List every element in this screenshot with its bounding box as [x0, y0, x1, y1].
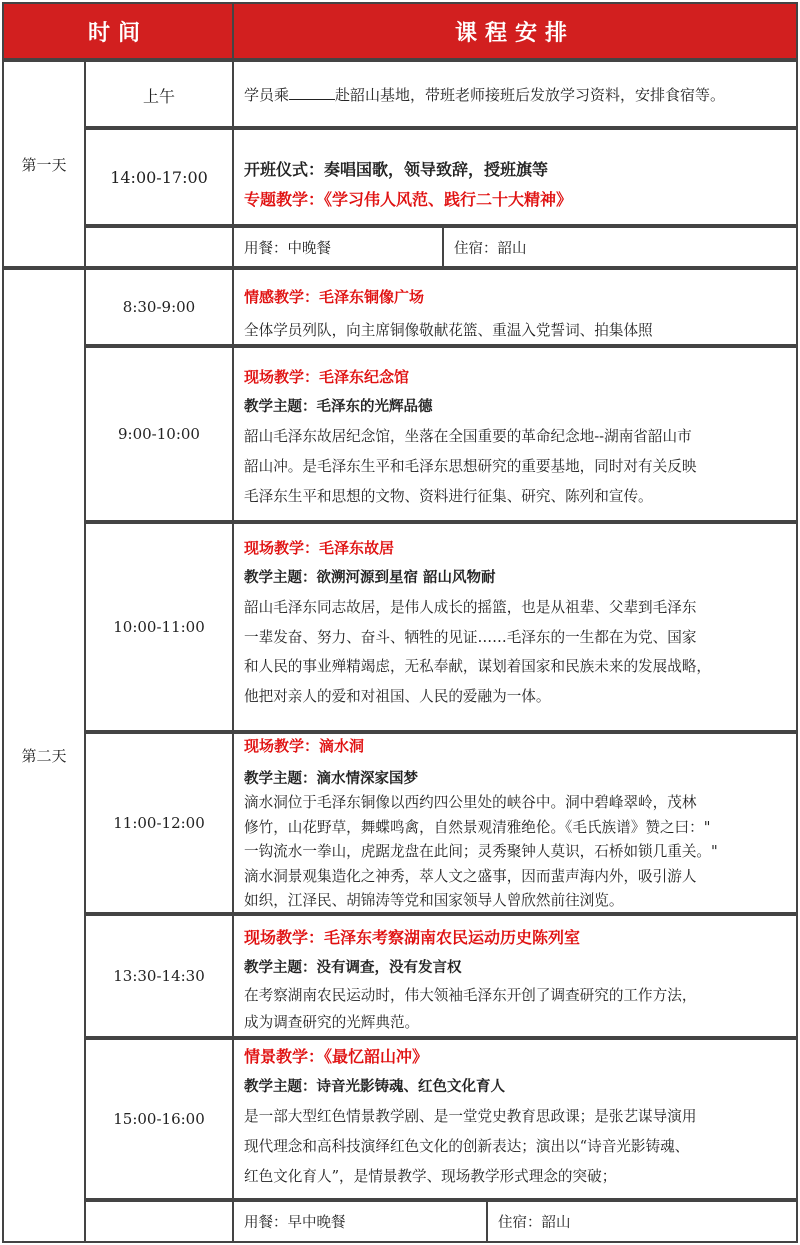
grid-line	[2, 2, 4, 1243]
session-desc: 和人民的事业殚精竭虑，无私奉献，谋划着国家和民族未来的发展战略，	[244, 658, 712, 675]
session-content	[234, 534, 796, 711]
session-desc: 韶山冲。是毛泽东生平和毛泽东思想研究的重要基地，同时对有关反映	[244, 458, 697, 475]
session-time: 8:30-9:00	[122, 298, 196, 316]
day1-afternoon-time: 14:00-17:00	[110, 167, 208, 187]
grid-line	[84, 58, 86, 1243]
session-title: 现场教学：毛泽东纪念馆	[244, 368, 410, 386]
day1-lodging: 住宿：韶山	[454, 240, 527, 257]
grid-line	[486, 1198, 488, 1243]
grid-line	[2, 2, 798, 4]
session-title: 现场教学：滴水洞	[244, 737, 365, 755]
session-theme: 教学主题：没有调查，没有发言权	[244, 960, 462, 976]
session-content	[234, 362, 796, 512]
grid-line	[84, 224, 798, 228]
session-desc: 红色文化育人”，是情景教学、现场教学形式理念的突破；	[244, 1168, 617, 1185]
day1-meal: 用餐：中晚餐	[244, 240, 331, 257]
grid-line	[2, 58, 798, 62]
session-desc: 韶山毛泽东同志故居，是伟人成长的摇篮，也是从祖辈、父辈到毛泽东	[244, 599, 697, 616]
day1-morning-text-before: 学员乘	[244, 86, 290, 104]
session-desc: 如织，江泽民、胡锦涛等党和国家领导人曾欣然前往浏览。	[244, 892, 624, 909]
grid-line	[84, 1198, 798, 1202]
grid-line	[2, 1241, 798, 1243]
grid-line	[796, 2, 798, 1243]
day2-label: 第二天	[21, 747, 67, 765]
session-desc: 全体学员列队，向主席铜像敬献花篮、重温入党誓词、拍集体照	[244, 322, 653, 339]
day1-morning-content	[234, 82, 796, 112]
session-time: 15:00-16:00	[113, 1110, 205, 1128]
session-time: 10:00-11:00	[113, 618, 205, 636]
session-desc: 一辈发奋、努力、奋斗、牺牲的见证……毛泽东的一生都在为党、国家	[244, 628, 697, 646]
session-content	[234, 734, 796, 914]
grid-line	[84, 1036, 798, 1040]
session-time: 11:00-12:00	[113, 814, 205, 832]
session-content	[234, 284, 796, 344]
session-content	[234, 1042, 796, 1192]
session-desc: 现代理念和高科技演绎红色文化的创新表达；演出以“诗音光影铸魂、	[244, 1138, 690, 1155]
session-desc: 韶山毛泽东故居纪念馆，坐落在全国重要的革命纪念地--湖南省韶山市	[244, 428, 692, 445]
session-theme: 教学主题：欲溯河源到星宿 韶山风物耐	[244, 569, 496, 586]
transport-blank	[289, 85, 335, 100]
session-title: 情景教学：《最忆韶山冲》	[244, 1047, 429, 1066]
session-desc: 他把对亲人的爱和对祖国、人民的爱融为一体。	[244, 687, 551, 705]
session-content	[234, 924, 796, 1036]
session-title: 现场教学：毛泽东考察湖南农民运动历史陈列室	[244, 928, 581, 947]
session-time: 13:30-14:30	[113, 967, 205, 985]
day1-label: 第一天	[21, 155, 67, 174]
session-desc: 修竹，山花野草，舞蝶鸣禽，自然景观清雅绝伦。《毛氏族谱》赞之曰："	[244, 818, 711, 836]
session-theme: 教学主题：滴水情深家国梦	[244, 770, 418, 787]
session-time: 9:00-10:00	[118, 425, 200, 443]
special-lecture: 专题教学：《学习伟人风范、践行二十大精神》	[244, 190, 573, 209]
session-desc: 毛泽东生平和思想的文物、资料进行征集、研究、陈列和宣传。	[244, 488, 653, 505]
session-theme: 教学主题：毛泽东的光辉品德	[244, 399, 433, 415]
session-desc: 在考察湖南农民运动时，伟大领袖毛泽东开创了调查研究的工作方法，	[244, 987, 697, 1004]
session-desc: 是一部大型红色情景教学剧、是一堂党史教育思政课；是张艺谋导演用	[244, 1108, 697, 1125]
header-time: 时间	[4, 4, 232, 58]
session-theme: 教学主题：诗音光影铸魂、红色文化育人	[244, 1079, 505, 1095]
grid-line	[84, 730, 798, 734]
session-desc: 滴水洞位于毛泽东铜像以西约四公里处的峡谷中。洞中碧峰翠岭，茂林	[244, 794, 697, 811]
opening-ceremony: 开班仪式：奏唱国歌，领导致辞，授班旗等	[244, 160, 549, 179]
session-desc: 成为调查研究的光辉典范。	[244, 1014, 420, 1031]
day2-meal: 用餐：早中晚餐	[244, 1215, 346, 1231]
day1-morning-time: 上午	[142, 87, 175, 106]
header-schedule: 课程安排	[234, 4, 796, 58]
grid-line	[84, 520, 798, 524]
grid-line	[84, 126, 798, 130]
session-desc: 一钩流水一拳山，虎踞龙盘在此间；灵秀聚钟人莫识，石桥如锁几重关。"	[244, 843, 718, 860]
grid-line	[84, 344, 798, 348]
day1-afternoon-content	[234, 155, 796, 219]
grid-line	[232, 2, 234, 1243]
session-desc: 滴水洞景观集造化之神秀，萃人文之盛事，因而蜚声海内外，吸引游人	[244, 867, 697, 885]
day1-morning-text-after: 赴韶山基地，带班老师接班后发放学习资料，安排食宿等。	[335, 86, 726, 104]
session-title: 现场教学：毛泽东故居	[244, 539, 395, 557]
grid-line	[442, 224, 444, 266]
session-title: 情感教学：毛泽东铜像广场	[244, 288, 425, 306]
day2-lodging: 住宿：韶山	[498, 1215, 571, 1231]
grid-line	[2, 266, 798, 270]
grid-line	[84, 912, 798, 916]
